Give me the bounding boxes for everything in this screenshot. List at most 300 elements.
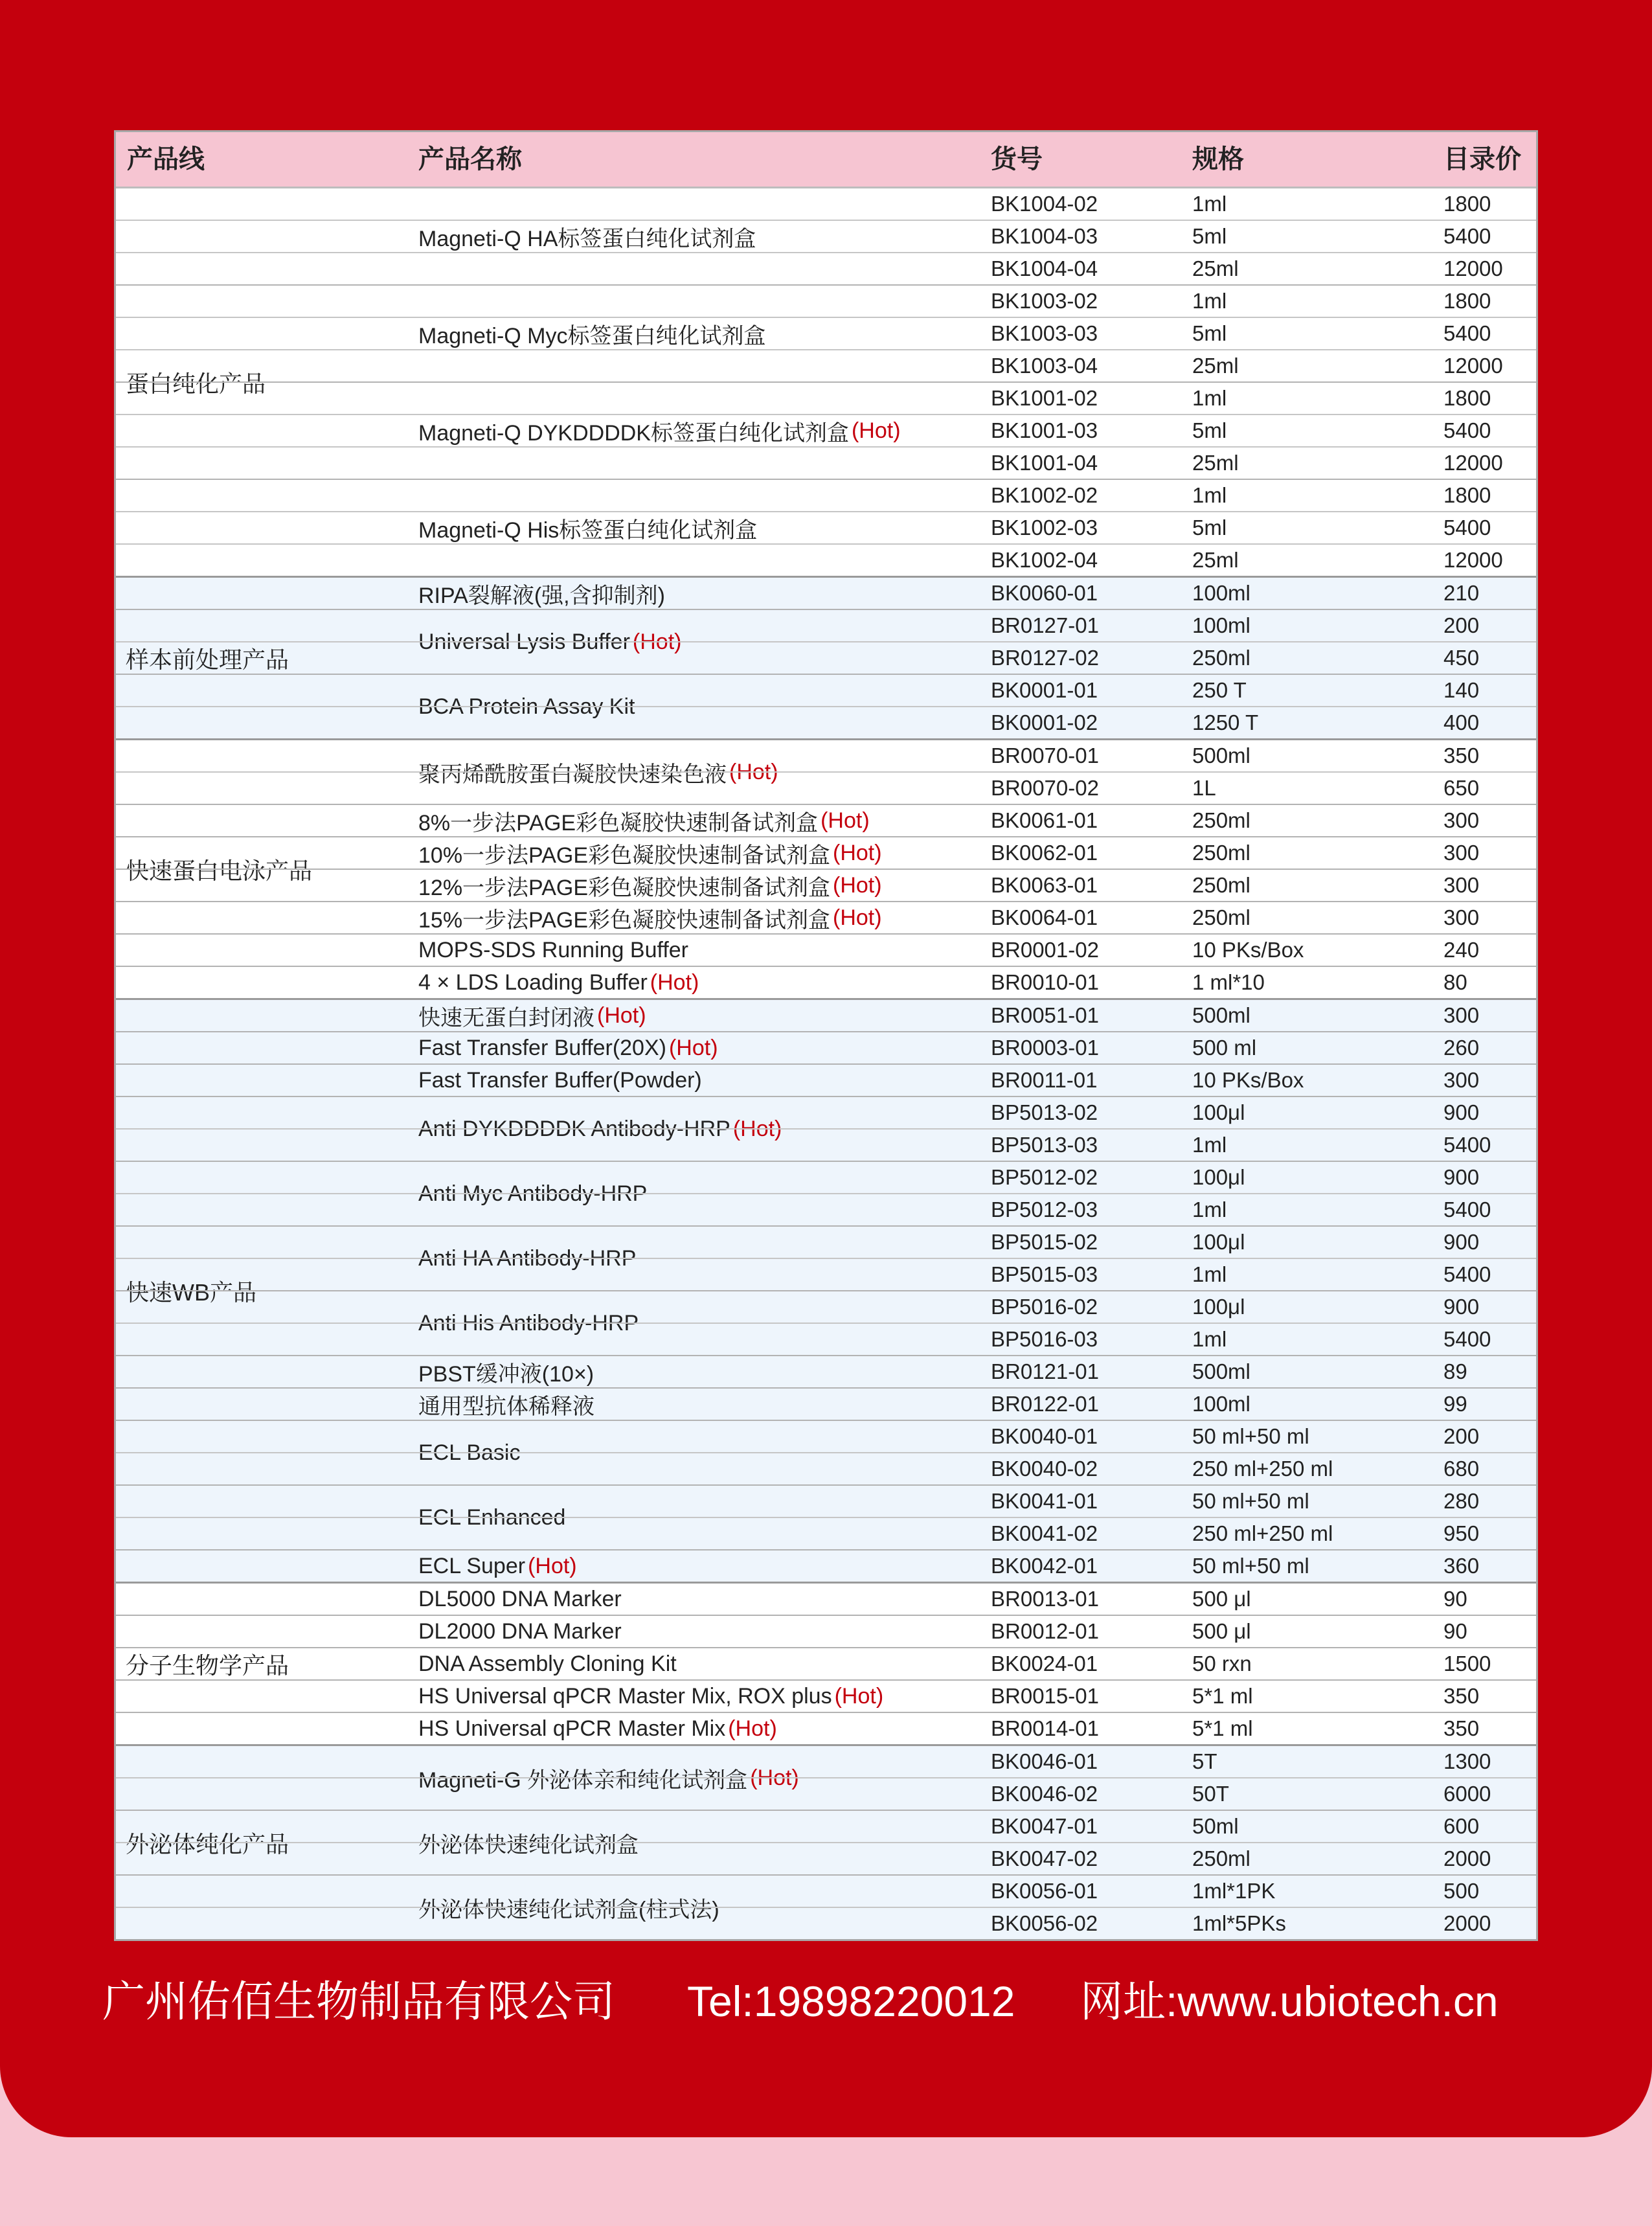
spec: 500 μl	[1192, 1587, 1251, 1611]
list-price: 80	[1443, 970, 1467, 994]
table-row	[116, 1389, 1536, 1420]
list-price: 650	[1443, 776, 1480, 800]
spec: 5*1 ml	[1192, 1684, 1253, 1708]
sku-code: BK0056-01	[991, 1879, 1098, 1903]
sku-code: BK1001-04	[991, 451, 1098, 475]
product-block	[116, 1712, 1536, 1744]
product-block	[116, 1615, 1536, 1647]
sku-code: BK0062-01	[991, 841, 1098, 865]
sku-code: BK0040-02	[991, 1457, 1098, 1481]
product-block	[116, 1387, 1536, 1420]
sku-code: BK1001-02	[991, 386, 1098, 410]
header-line: 产品线	[127, 145, 205, 174]
hot-badge: (Hot)	[833, 840, 882, 865]
list-price: 210	[1443, 581, 1480, 605]
spec: 100μl	[1192, 1295, 1245, 1319]
list-price: 2000	[1443, 1911, 1491, 1935]
product-name: DL5000 DNA Marker	[418, 1586, 622, 1611]
table-row	[116, 1258, 1536, 1290]
list-price: 900	[1443, 1295, 1480, 1319]
spec: 25ml	[1192, 256, 1239, 280]
product-block	[116, 1161, 1536, 1225]
product-name: HS Universal qPCR Master Mix, ROX plus	[418, 1683, 832, 1709]
spec: 1250 T	[1192, 710, 1259, 734]
product-name: 外泌体快速纯化试剂盒(柱式法)	[418, 1897, 719, 1922]
sku-code: BP5016-02	[991, 1295, 1098, 1319]
product-block	[116, 1031, 1536, 1063]
product-block	[116, 836, 1536, 869]
table-row	[116, 740, 1536, 771]
spec: 100μl	[1192, 1100, 1245, 1124]
table-row	[116, 1584, 1536, 1615]
sku-code: BK1004-03	[991, 224, 1098, 248]
sku-code: BK0046-01	[991, 1749, 1098, 1773]
sku-code: BK0042-01	[991, 1554, 1098, 1578]
table-row	[116, 805, 1536, 836]
list-price: 280	[1443, 1489, 1480, 1513]
table-row	[116, 1000, 1536, 1031]
footer-tel: Tel:19898220012	[687, 1977, 1015, 2025]
hot-badge: (Hot)	[834, 1683, 884, 1709]
list-price: 140	[1443, 678, 1480, 702]
sku-code: BP5012-02	[991, 1165, 1098, 1189]
sku-code: BR0003-01	[991, 1036, 1099, 1060]
table-row	[116, 1811, 1536, 1842]
list-price: 600	[1443, 1814, 1480, 1838]
table-row	[116, 1291, 1536, 1323]
product-name: Magneti-G 外泌体亲和纯化试剂盒	[418, 1767, 748, 1793]
spec: 500 μl	[1192, 1619, 1251, 1643]
sku-code: BK0061-01	[991, 808, 1098, 832]
table-header	[116, 132, 1536, 188]
footer-website: 网址:www.ubiotech.cn	[1080, 1977, 1499, 2025]
spec: 250ml	[1192, 873, 1250, 897]
list-price: 12000	[1443, 256, 1503, 280]
sku-code: BK1002-04	[991, 548, 1098, 572]
spec: 250 ml+250 ml	[1192, 1457, 1333, 1481]
product-line-group	[116, 740, 1536, 1000]
table-row	[116, 1323, 1536, 1355]
spec: 5ml	[1192, 224, 1227, 248]
product-name: Universal Lysis Buffer	[418, 629, 630, 654]
hot-badge: (Hot)	[528, 1553, 577, 1578]
table-row	[116, 1162, 1536, 1193]
table-row	[116, 837, 1536, 869]
product-name: ECL Super	[418, 1553, 526, 1578]
product-block	[116, 1874, 1536, 1939]
product-block	[116, 1679, 1536, 1712]
spec: 5ml	[1192, 321, 1227, 345]
product-name: 12%一步法PAGE彩色凝胶快速制备试剂盒	[418, 875, 831, 900]
product-block	[116, 1584, 1536, 1615]
list-price: 300	[1443, 905, 1480, 929]
sku-code: BK0056-02	[991, 1911, 1098, 1935]
sku-code: BP5015-03	[991, 1262, 1098, 1286]
spec: 1ml	[1192, 1262, 1227, 1286]
table-row	[116, 578, 1536, 609]
hot-badge: (Hot)	[728, 1716, 777, 1741]
table-row	[116, 1616, 1536, 1647]
hot-badge: (Hot)	[729, 759, 778, 784]
sku-code: BR0012-01	[991, 1619, 1099, 1643]
product-name: PBST缓冲液(10×)	[418, 1361, 594, 1387]
product-block	[116, 740, 1536, 804]
product-line-name: 蛋白纯化产品	[126, 370, 266, 397]
product-name: 聚丙烯酰胺蛋白凝胶快速染色液	[418, 762, 727, 787]
hot-badge: (Hot)	[750, 1765, 799, 1790]
table-row	[116, 870, 1536, 901]
product-block	[116, 1484, 1536, 1549]
sku-code: BK0001-01	[991, 678, 1098, 702]
spec: 10 PKs/Box	[1192, 938, 1304, 962]
sku-code: BR0127-01	[991, 613, 1099, 637]
table-row	[116, 1746, 1536, 1777]
spec: 1ml	[1192, 483, 1227, 507]
sku-code: BK1003-04	[991, 354, 1098, 378]
sku-code: BR0013-01	[991, 1587, 1099, 1611]
product-block	[116, 1420, 1536, 1484]
table-row	[116, 1907, 1536, 1939]
list-price: 200	[1443, 1424, 1480, 1448]
sku-code: BK1003-03	[991, 321, 1098, 345]
spec: 50 ml+50 ml	[1192, 1489, 1309, 1513]
list-price: 350	[1443, 1684, 1480, 1708]
product-name: RIPA裂解液(强,含抑制剂)	[418, 583, 665, 608]
table-row	[116, 1550, 1536, 1582]
sku-code: BP5015-02	[991, 1230, 1098, 1254]
table-row	[116, 1777, 1536, 1810]
list-price: 350	[1443, 744, 1480, 767]
table-row	[116, 1517, 1536, 1549]
list-price: 900	[1443, 1165, 1480, 1189]
product-name: BCA Protein Assay Kit	[418, 694, 635, 719]
table-row	[116, 286, 1536, 317]
spec: 1ml	[1192, 289, 1227, 313]
product-block	[116, 1647, 1536, 1679]
product-block	[116, 1000, 1536, 1031]
hot-badge: (Hot)	[597, 1003, 646, 1028]
sku-code: BK0060-01	[991, 581, 1098, 605]
product-block	[116, 804, 1536, 836]
table-row	[116, 1356, 1536, 1387]
list-price: 900	[1443, 1230, 1480, 1254]
list-price: 1500	[1443, 1652, 1491, 1675]
sku-code: BK0047-02	[991, 1846, 1098, 1870]
product-block	[116, 1810, 1536, 1874]
spec: 5T	[1192, 1749, 1217, 1773]
spec: 1 ml*10	[1192, 970, 1265, 994]
sku-code: BP5013-02	[991, 1100, 1098, 1124]
product-block	[116, 1746, 1536, 1810]
table-row	[116, 902, 1536, 933]
list-price: 6000	[1443, 1782, 1491, 1806]
product-name: Anti His Antibody-HRP	[418, 1310, 639, 1335]
sku-code: BK1004-04	[991, 256, 1098, 280]
product-name: Anti HA Antibody-HRP	[418, 1245, 637, 1271]
spec: 50ml	[1192, 1814, 1239, 1838]
table-row	[116, 771, 1536, 804]
product-name: Anti DYKDDDDK Antibody-HRP	[418, 1116, 730, 1141]
product-name: Magneti-Q HA标签蛋白纯化试剂盒	[418, 226, 756, 251]
table-row	[116, 188, 1536, 220]
spec: 1ml*5PKs	[1192, 1911, 1286, 1935]
product-block	[116, 609, 1536, 674]
spec: 500ml	[1192, 1359, 1250, 1383]
footer-company: 广州佑佰生物制品有限公司	[102, 1977, 615, 2025]
list-price: 450	[1443, 646, 1480, 670]
product-block	[116, 933, 1536, 966]
spec: 10 PKs/Box	[1192, 1068, 1304, 1092]
spec: 250ml	[1192, 646, 1250, 670]
spec: 25ml	[1192, 451, 1239, 475]
product-block	[116, 1063, 1536, 1096]
product-block	[116, 1225, 1536, 1290]
table-row	[116, 1421, 1536, 1452]
sku-code: BR0015-01	[991, 1684, 1099, 1708]
sku-code: BP5012-03	[991, 1198, 1098, 1221]
product-block	[116, 1290, 1536, 1355]
spec: 250 T	[1192, 678, 1247, 702]
spec: 100ml	[1192, 613, 1250, 637]
sku-code: BK1004-02	[991, 192, 1098, 216]
table-row	[116, 641, 1536, 674]
list-price: 300	[1443, 873, 1480, 897]
spec: 50 rxn	[1192, 1652, 1252, 1675]
list-price: 5400	[1443, 1327, 1491, 1351]
product-name: DNA Assembly Cloning Kit	[418, 1651, 677, 1676]
list-price: 90	[1443, 1587, 1467, 1611]
list-price: 5400	[1443, 224, 1491, 248]
product-name: HS Universal qPCR Master Mix	[418, 1716, 726, 1741]
sku-code: BR0070-01	[991, 744, 1099, 767]
list-price: 240	[1443, 938, 1480, 962]
sku-code: BR0010-01	[991, 970, 1099, 994]
table-row	[116, 1842, 1536, 1874]
sku-code: BR0122-01	[991, 1392, 1099, 1416]
table-row	[116, 414, 1536, 446]
product-name: DL2000 DNA Marker	[418, 1618, 622, 1644]
spec: 50 ml+50 ml	[1192, 1424, 1309, 1448]
list-price: 12000	[1443, 451, 1503, 475]
table-row	[116, 610, 1536, 641]
sku-code: BK0001-02	[991, 710, 1098, 734]
spec: 500ml	[1192, 744, 1250, 767]
product-line-name: 外泌体纯化产品	[126, 1830, 289, 1857]
product-block	[116, 188, 1536, 284]
list-price: 1800	[1443, 289, 1491, 313]
product-block	[116, 479, 1536, 576]
list-price: 89	[1443, 1359, 1467, 1383]
header-name: 产品名称	[418, 145, 522, 174]
list-price: 99	[1443, 1392, 1467, 1416]
list-price: 1800	[1443, 192, 1491, 216]
list-price: 350	[1443, 1716, 1480, 1740]
list-price: 1800	[1443, 483, 1491, 507]
product-name: 8%一步法PAGE彩色凝胶快速制备试剂盒	[418, 810, 819, 835]
product-name: Magneti-Q Myc标签蛋白纯化试剂盒	[418, 323, 766, 348]
sku-code: BR0014-01	[991, 1716, 1099, 1740]
sku-code: BK0041-01	[991, 1489, 1098, 1513]
spec: 100ml	[1192, 1392, 1250, 1416]
product-name: Fast Transfer Buffer(20X)	[418, 1035, 666, 1060]
table-row	[116, 1486, 1536, 1517]
table-row	[116, 220, 1536, 252]
table-row	[116, 935, 1536, 966]
sku-code: BR0121-01	[991, 1359, 1099, 1383]
product-line-group	[116, 578, 1536, 740]
product-block	[116, 1355, 1536, 1387]
table-row	[116, 1065, 1536, 1096]
product-line-name: 样本前处理产品	[126, 646, 289, 673]
table-row	[116, 967, 1536, 998]
hot-badge: (Hot)	[650, 970, 699, 995]
sku-code: BK1002-03	[991, 516, 1098, 539]
table-row	[116, 1648, 1536, 1679]
spec: 1ml	[1192, 1327, 1227, 1351]
hot-badge: (Hot)	[732, 1116, 782, 1141]
table-row	[116, 1227, 1536, 1258]
hot-badge: (Hot)	[851, 418, 901, 443]
spec: 1ml	[1192, 192, 1227, 216]
sku-code: BR0051-01	[991, 1003, 1099, 1027]
list-price: 300	[1443, 808, 1480, 832]
product-name: 外泌体快速纯化试剂盒	[418, 1832, 639, 1857]
spec: 50T	[1192, 1782, 1229, 1806]
sku-code: BR0127-02	[991, 646, 1099, 670]
hot-badge: (Hot)	[668, 1035, 718, 1060]
hot-badge: (Hot)	[820, 808, 870, 833]
product-block	[116, 1096, 1536, 1161]
product-name: Magneti-Q His标签蛋白纯化试剂盒	[418, 517, 758, 543]
product-line-group	[116, 1584, 1536, 1746]
table-row	[116, 1681, 1536, 1712]
sku-code: BK0024-01	[991, 1652, 1098, 1675]
sku-code: BR0001-02	[991, 938, 1099, 962]
list-price: 5400	[1443, 516, 1491, 539]
list-price: 1300	[1443, 1749, 1491, 1773]
product-line-name: 快速蛋白电泳产品	[126, 857, 313, 884]
product-line-name: 分子生物学产品	[126, 1652, 289, 1679]
header-spec: 规格	[1192, 145, 1244, 174]
table-row	[116, 480, 1536, 511]
sku-code: BR0011-01	[991, 1068, 1098, 1092]
product-line-group	[116, 1746, 1536, 1939]
table-row	[116, 1713, 1536, 1744]
product-name: Anti Myc Antibody-HRP	[418, 1181, 648, 1206]
header-code: 货号	[991, 145, 1043, 174]
product-block	[116, 381, 1536, 479]
sku-code: BK0047-01	[991, 1814, 1098, 1838]
table-row	[116, 511, 1536, 543]
product-line-group	[116, 1000, 1536, 1584]
spec: 5ml	[1192, 516, 1227, 539]
list-price: 5400	[1443, 1198, 1491, 1221]
table-row	[116, 1876, 1536, 1907]
list-price: 1800	[1443, 386, 1491, 410]
spec: 100ml	[1192, 581, 1250, 605]
sku-code: BK0063-01	[991, 873, 1098, 897]
list-price: 5400	[1443, 321, 1491, 345]
product-name: ECL Enhanced	[418, 1505, 566, 1530]
table-row	[116, 675, 1536, 706]
product-block	[116, 674, 1536, 738]
list-price: 680	[1443, 1457, 1480, 1481]
table-row	[116, 706, 1536, 738]
list-price: 12000	[1443, 548, 1503, 572]
list-price: 5400	[1443, 418, 1491, 442]
spec: 1ml	[1192, 386, 1227, 410]
list-price: 200	[1443, 613, 1480, 637]
hot-badge: (Hot)	[632, 629, 682, 654]
table-row	[116, 252, 1536, 284]
product-block	[116, 901, 1536, 933]
sku-code: BK0040-01	[991, 1424, 1098, 1448]
spec: 250 ml+250 ml	[1192, 1521, 1333, 1545]
table-row	[116, 1032, 1536, 1063]
table-row	[116, 349, 1536, 381]
spec: 500 ml	[1192, 1036, 1257, 1060]
product-block	[116, 1549, 1536, 1582]
product-name: 快速无蛋白封闭液	[418, 1005, 594, 1030]
sku-code: BK1001-03	[991, 418, 1098, 442]
product-block	[116, 869, 1536, 901]
spec: 250ml	[1192, 841, 1250, 865]
product-name: 15%一步法PAGE彩色凝胶快速制备试剂盒	[418, 907, 831, 933]
spec: 1L	[1192, 776, 1216, 800]
sku-code: BK1003-02	[991, 289, 1098, 313]
list-price: 90	[1443, 1619, 1467, 1643]
sku-code: BK0064-01	[991, 905, 1098, 929]
list-price: 950	[1443, 1521, 1480, 1545]
product-name: 通用型抗体稀释液	[418, 1394, 594, 1419]
product-name: Fast Transfer Buffer(Powder)	[418, 1067, 702, 1093]
list-price: 400	[1443, 710, 1480, 734]
list-price: 300	[1443, 841, 1480, 865]
table-row	[116, 1128, 1536, 1161]
list-price: 360	[1443, 1554, 1480, 1578]
spec: 250ml	[1192, 1846, 1250, 1870]
table-row	[116, 446, 1536, 479]
list-price: 500	[1443, 1879, 1480, 1903]
table-row	[116, 383, 1536, 414]
table-body	[116, 188, 1536, 1939]
price-table	[114, 130, 1538, 1941]
hot-badge: (Hot)	[833, 872, 882, 898]
table-row	[116, 1097, 1536, 1128]
list-price: 5400	[1443, 1133, 1491, 1157]
list-price: 5400	[1443, 1262, 1491, 1286]
list-price: 260	[1443, 1036, 1480, 1060]
spec: 50 ml+50 ml	[1192, 1554, 1309, 1578]
sku-code: BK0046-02	[991, 1782, 1098, 1806]
spec: 100μl	[1192, 1165, 1245, 1189]
sku-code: BK0041-02	[991, 1521, 1098, 1545]
sku-code: BP5016-03	[991, 1327, 1098, 1351]
product-name: ECL Basic	[418, 1440, 521, 1465]
list-price: 300	[1443, 1068, 1480, 1092]
spec: 1ml	[1192, 1133, 1227, 1157]
spec: 5*1 ml	[1192, 1716, 1253, 1740]
spec: 100μl	[1192, 1230, 1245, 1254]
header-price: 目录价	[1443, 145, 1521, 174]
spec: 25ml	[1192, 354, 1239, 378]
product-name: MOPS-SDS Running Buffer	[418, 937, 688, 962]
sku-code: BR0070-02	[991, 776, 1099, 800]
spec: 250ml	[1192, 905, 1250, 929]
list-price: 900	[1443, 1100, 1480, 1124]
hot-badge: (Hot)	[833, 905, 882, 930]
product-name: Magneti-Q DYKDDDDK标签蛋白纯化试剂盒	[418, 420, 849, 446]
